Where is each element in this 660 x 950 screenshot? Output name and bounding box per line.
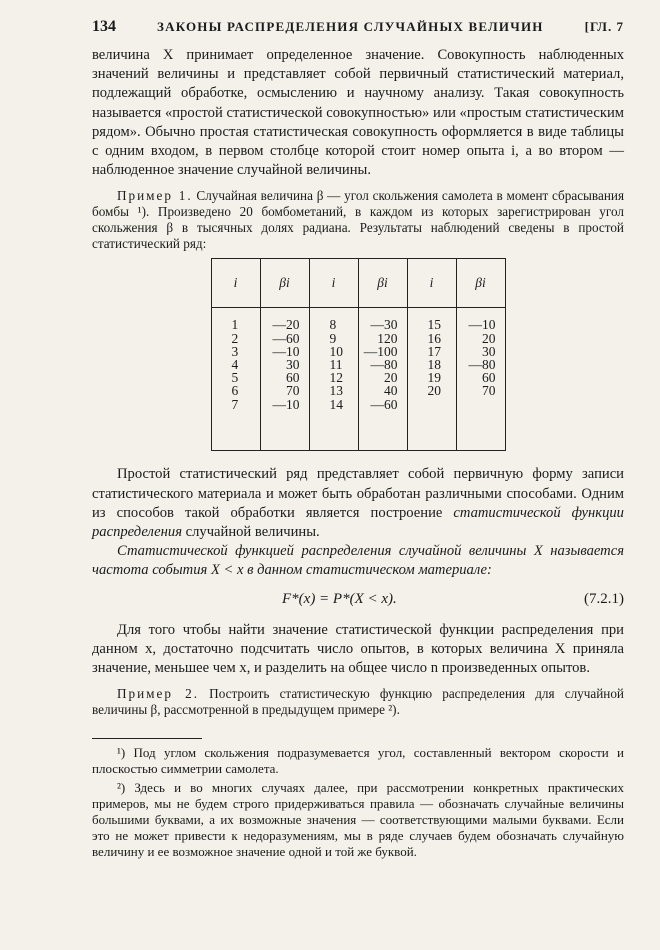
- paragraph-statistical-series: [92, 465, 624, 542]
- example-1: [92, 188, 624, 252]
- statistical-series-table: [211, 258, 506, 451]
- example-2-text: Построить статистическую функцию распределения для случайной величины β, рассмотренной в предыдущем примере ²).: [92, 686, 624, 718]
- book-page: [92, 18, 624, 860]
- table-cell: 15 16 17 18 19 20: [407, 308, 456, 451]
- paragraph-text: Простой статистический ряд представляет собой первичную форму записи статистического материала и может быть обработан различными способами. Одним из способов такой обработки является построение: [92, 466, 624, 521]
- table-header-cell: βi: [260, 259, 309, 308]
- table-header-cell: i: [211, 259, 260, 308]
- page-number: 134: [92, 18, 116, 35]
- table-header-row: [211, 259, 505, 308]
- table-cell: —20 —60 —10 30 60 70 —10: [260, 308, 309, 451]
- table-cell: —10 20 30 —80 60 70: [456, 308, 505, 451]
- example-2-label: Пример 2.: [117, 686, 200, 702]
- example-1-label: Пример 1.: [117, 188, 193, 204]
- example-2: [92, 686, 624, 718]
- table-header-cell: i: [407, 259, 456, 308]
- formula-7-2-1: [92, 585, 624, 615]
- table-cell: 1 2 3 4 5 6 7: [211, 308, 260, 451]
- footnote-divider: [92, 738, 202, 739]
- example-1-text: Случайная величина β — угол скольжения самолета в момент сбрасывания бомбы ¹). Произведено 20 бомбометаний, в каждом из которых зарегистрирован угол скольжения β в тысячных долях радиана. Результаты наблюдений сведены в простой статистический ряд:: [92, 188, 625, 252]
- paragraph-method: Для того чтобы найти значение статистической функции распределения при данном x, достаточно подсчитать число опытов, в которых величина X приняла значение, меньшее чем x, и разделить на общее число n произведенных опытов.: [92, 621, 624, 677]
- paragraph-continuation: величина X принимает определенное значение. Совокупность наблюденных значений величины и представляет собой первичный статистический материал, подлежащий обработке, осмыслению и научному анализу. Такая совокупность называется «простой статистической совокупностью» или «простым статистическим рядом». Обычно простая статистическая совокупность оформляется в виде таблицы с одним входом, в первом столбце которой стоит номер опыта i, а во втором — наблюденное значение случайной величины.: [92, 47, 624, 179]
- formula-number: (7.2.1): [584, 590, 624, 607]
- emphasized-term: статистической функции распределения: [92, 504, 624, 541]
- chapter-label: [ГЛ. 7: [584, 19, 624, 34]
- footnote-1: ¹) Под углом скольжения подразумевается угол, составленный вектором скорости и плоскостью симметрии самолета.: [92, 745, 624, 777]
- table-cell: 8 9 10 11 12 13 14: [309, 308, 358, 451]
- footnotes: [92, 745, 624, 860]
- table-cell: —30 120 —100 —80 20 40 —60: [358, 308, 407, 451]
- page-header: [92, 18, 624, 44]
- definition: Статистической функцией распределения случайной величины X называется частота события X < x в данном статистическом материале:: [92, 543, 624, 579]
- footnote-2: ²) Здесь и во многих случаях далее, при рассмотрении конкретных практических примеров, мы не будем строго придерживаться правила — обозначать случайные величины большими буквами, а их возможные значения — соответствующими малыми буквами. Если это не может привести к недоразумениям, мы в ряде случаев будем обозначать случайную величину и ее возможное значение одной и той же буквой.: [92, 780, 624, 860]
- table-header-cell: i: [309, 259, 358, 308]
- formula-expression: F*(x) = P*(X < x).: [282, 590, 397, 607]
- table-header-cell: βi: [358, 259, 407, 308]
- table-row: [211, 308, 505, 451]
- table-header-cell: βi: [456, 259, 505, 308]
- paragraph-text: случайной величины.: [185, 524, 320, 541]
- running-title: ЗАКОНЫ РАСПРЕДЕЛЕНИЯ СЛУЧАЙНЫХ ВЕЛИЧИН: [157, 19, 544, 34]
